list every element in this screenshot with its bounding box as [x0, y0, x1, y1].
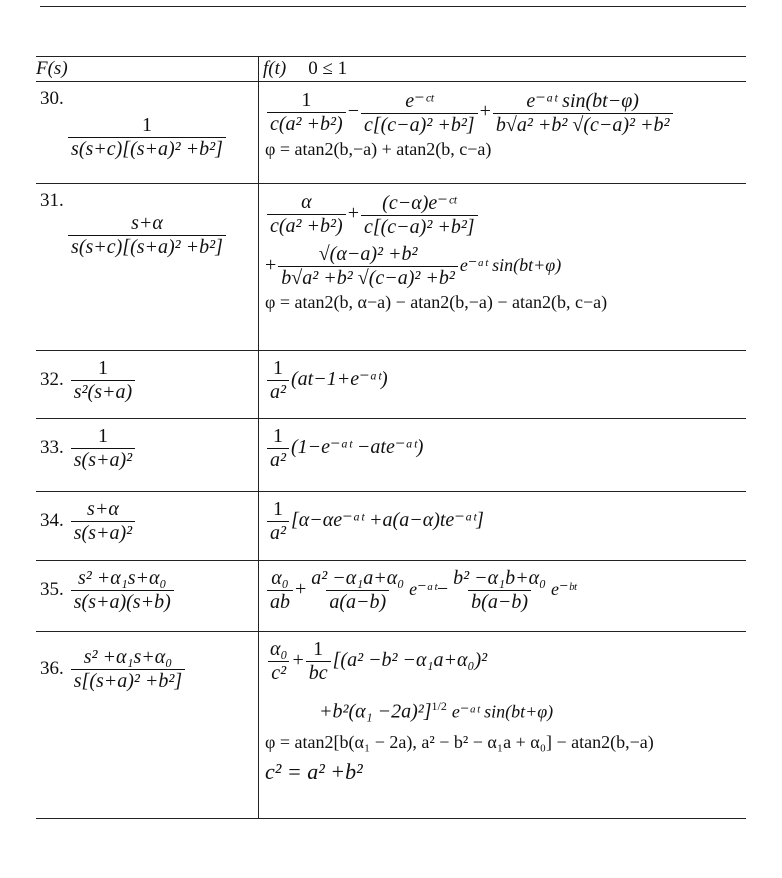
Fs-expression: $\frac{s+\alpha}{\text{s(s+c)[(s+a)² +b²]}}$ [68, 212, 226, 259]
header-ft: f(t) 0 ≤ 1 [259, 57, 747, 82]
c-squared-definition: c² = a² +b² [265, 758, 363, 784]
table-row [36, 561, 746, 632]
row-number: 36. [40, 658, 64, 680]
top-rule [40, 6, 746, 7]
row-number: 34. [40, 510, 64, 532]
ft-expression: $\frac{1}{\text{a²}}$ (at−1+e⁻ᵃᵗ) [265, 357, 746, 404]
phi-definition: φ = atan2(b,−a) + atan2(b, c−a) [265, 139, 492, 159]
ft-expression: $\frac{\text{α₀}}{\text{c²}}$ + $\frac{1}{bc}$ [(a² −b² −α₁a+α₀)² [270, 638, 488, 684]
row-number: 32. [40, 369, 64, 391]
ft-expression: $\frac{\alpha}{\text{c(a² +b²)}}$ + $\frac{\text{(c−α)e⁻ᶜᵗ}}{\text{c[(c−a)² +b²]}}$ [265, 190, 746, 239]
Fs-expression: $\frac{1}{\text{s(s+c)[(s+a)² +b²]}}$ [68, 114, 226, 161]
ft-expression-cont: + $\frac{\text{√(α−a)² +b²}}{\text{b√a² +b² √(c−a)² +b²}}$ e⁻ᵃᵗ sin(bt+φ) [265, 243, 562, 289]
table-row [36, 184, 746, 351]
Fs-expression: $\frac{s+\alpha}{\text{s(s+a)²}}$ [71, 498, 135, 545]
Fs-expression: $\frac{\text{s² +α₁s+α₀}}{\text{s[(s+a)² +b²]}}$ [71, 646, 185, 693]
row-number: 30. [40, 88, 64, 109]
row-number: 33. [40, 437, 64, 459]
header-Fs: F(s) [36, 57, 259, 82]
ft-expression-cont: +b²(α₁ −2a)²]$^{1/2}$ e⁻ᵃᵗ sin(bt+φ) [319, 699, 554, 723]
laplace-transform-table [36, 56, 746, 819]
row-number: 31. [40, 190, 64, 211]
Fs-expression: $\frac{\text{s² +α₁s+α₀}}{s(s+a)(s+b)}$ [71, 567, 174, 614]
ft-expression: $\frac{1}{\text{c(a² +b²)}}$ − $\frac{\text{e⁻ᶜᵗ}}{\text{c[(c−a)² +b²]}}$ + $\frac{\text{e⁻ᵃᵗ sin(bt−φ)}}{\text{b√a² +b² √(c−a)² +b²}}$ [265, 88, 746, 137]
table-row [36, 82, 746, 184]
header-range: 0 ≤ 1 [308, 58, 348, 79]
ft-expression: $\frac{1}{\text{a²}}$ (1−e⁻ᵃᵗ −ate⁻ᵃᵗ) [265, 425, 746, 472]
Fs-expression: $\frac{1}{\text{s²(s+a)}}$ [71, 357, 135, 404]
phi-definition: φ = atan2[b(α₁ − 2a), a² − b² − α₁a + α₀] − atan2(b,−a) [265, 731, 654, 752]
phi-definition: φ = atan2(b, α−a) − atan2(b,−a) − atan2(b, c−a) [265, 292, 608, 312]
Fs-expression: $\frac{1}{\text{s(s+a)²}}$ [71, 425, 135, 472]
table-row [36, 419, 746, 492]
table-row [36, 351, 746, 419]
table-row [36, 492, 746, 561]
table-row [36, 632, 746, 819]
ft-expression: $\frac{\text{α₀}}{ab}$ + $\frac{\text{a² −α₁a+α₀}}{a(a-b)}$ e⁻ᵃᵗ− $\frac{\text{b² −α₁b+α₀}}{b(a-b)}$ e⁻ᵇᵗ [265, 567, 746, 614]
table-header-row [36, 57, 746, 82]
ft-expression: $\frac{1}{\text{a²}}$ [α−αe⁻ᵃᵗ +a(a−α)te⁻ᵃᵗ] [265, 498, 746, 545]
row-number: 35. [40, 579, 64, 601]
